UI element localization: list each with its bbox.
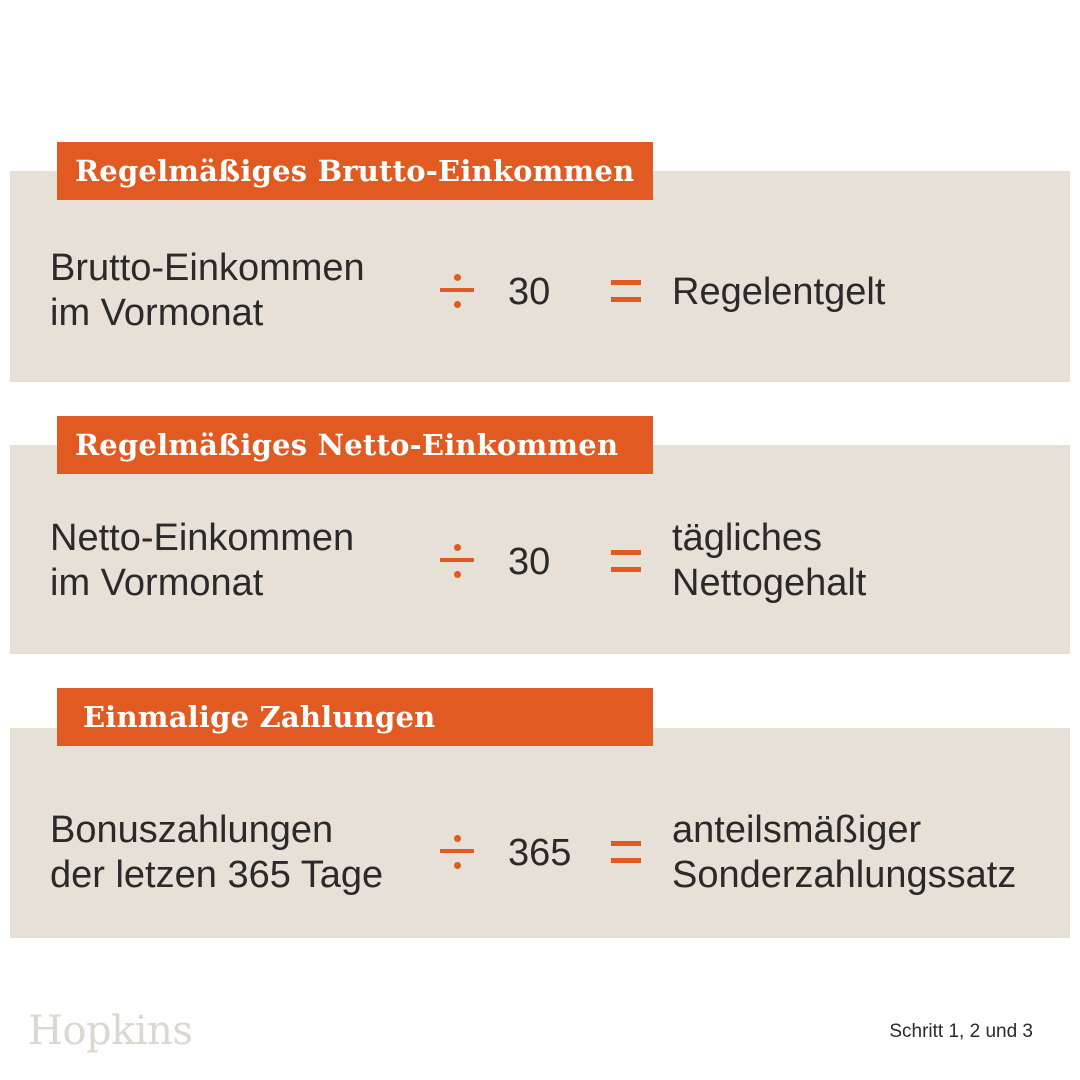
- section-title-onetime: Einmalige Zahlungen: [57, 688, 653, 746]
- lhs-line-2: im Vormonat: [50, 292, 264, 334]
- brand-logo: Hopkins: [28, 1008, 193, 1054]
- lhs-line-1: Bonuszahlungen: [50, 809, 334, 851]
- lhs-line-1: Netto-Einkommen: [50, 517, 355, 559]
- equals-icon: [611, 841, 641, 867]
- rhs-line-2: Nettogehalt: [672, 562, 867, 604]
- step-label: Schritt 1, 2 und 3: [889, 1021, 1033, 1042]
- section-title-net: Regelmäßiges Netto-Einkommen: [57, 416, 653, 474]
- divisor-gross: 30: [508, 271, 551, 313]
- formula-rhs-onetime: [672, 808, 1016, 898]
- lhs-line-1: Brutto-Einkommen: [50, 247, 365, 289]
- formula-rhs-gross: [672, 270, 885, 315]
- lhs-line-2: der letzen 365 Tage: [50, 854, 384, 896]
- formula-lhs-net: [50, 516, 354, 606]
- rhs-line-1: tägliches: [672, 517, 822, 559]
- rhs-line-1: anteilsmäßiger: [672, 809, 922, 851]
- lhs-line-2: im Vormonat: [50, 562, 264, 604]
- divide-icon: [440, 272, 474, 308]
- divisor-onetime: 365: [508, 832, 572, 874]
- formula-lhs-onetime: [50, 808, 383, 898]
- rhs-line-2: Sonderzahlungssatz: [672, 854, 1017, 896]
- formula-lhs-gross: [50, 246, 365, 336]
- divide-icon: [440, 542, 474, 578]
- divide-icon: [440, 833, 474, 869]
- divisor-net: 30: [508, 541, 551, 583]
- equals-icon: [611, 550, 641, 576]
- equals-icon: [611, 280, 641, 306]
- rhs-line-1: Regelentgelt: [672, 271, 886, 313]
- formula-rhs-net: [672, 516, 866, 606]
- section-title-gross: Regelmäßiges Brutto-Einkommen: [57, 142, 653, 200]
